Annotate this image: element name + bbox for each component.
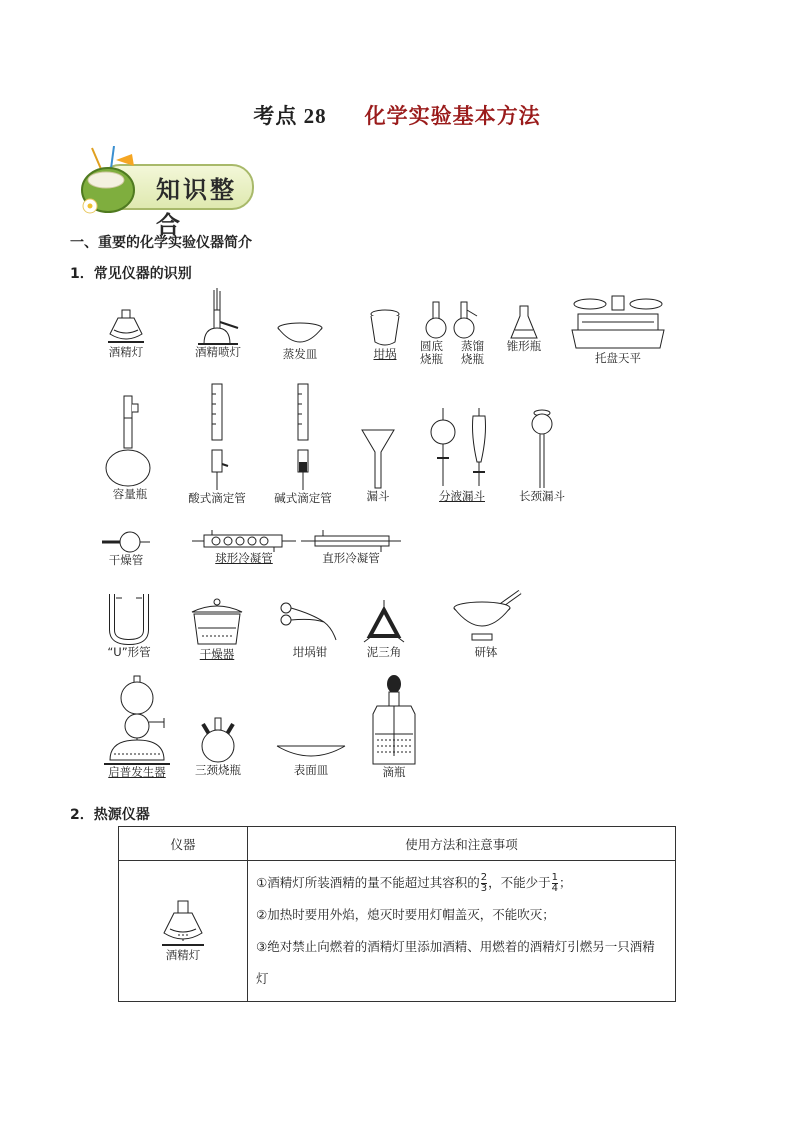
alcohol-lamp-item [98,306,154,359]
mortar-icon [448,588,524,646]
evaporating-dish-icon [274,318,326,348]
long-funnel-label: 长颈漏斗 [519,489,565,503]
drying-tube-item [100,530,152,567]
evaporating-dish-item [270,318,330,361]
header-apparatus: 仪器 [119,827,248,861]
separatory-funnel-icon [427,406,497,490]
watch-glass-icon [275,742,347,764]
three-neck-flask-icon [193,716,243,764]
badge-text: 知识整合 [156,176,237,239]
erlenmeyer-item [500,304,548,353]
watch-glass-label: 表面皿 [293,763,329,777]
frac1-numerator: 2 [480,872,488,883]
bulb-condenser-label: 球形冷凝管 [215,551,273,565]
straight-condenser-icon [299,530,403,552]
desiccator-icon [188,598,246,648]
clay-triangle-item [360,598,408,659]
volumetric-flask-label: 容量瓶 [112,487,148,501]
round-flask-line2: 烧瓶 [420,352,443,366]
coconut-drink-icon [74,146,144,214]
base-burette-item [270,382,336,505]
base-burette-icon [288,382,318,492]
separatory-funnel-item [424,406,500,503]
frac2-numerator: 1 [551,872,558,883]
usage-notes [248,861,676,1002]
note-2: ②加热时要用外焰，熄灭时要用灯帽盖灭，不能吹灭； [256,907,555,922]
volumetric-flask-item [98,394,162,501]
crucible-icon [365,308,405,348]
crucible-tongs-item [276,600,344,659]
header-usage: 使用方法和注意事项 [248,827,676,861]
section-heading-1: 一、重要的化学实验仪器简介 [70,235,252,251]
kipp-item [100,674,174,779]
apparatus-cell [119,861,248,1002]
round-flask-label [420,340,443,366]
table-header-row [119,827,676,861]
u-tube-label: “U”形管 [107,645,151,659]
balance-item [566,292,670,365]
bulb-condenser-icon [190,530,298,552]
clay-triangle-label: 泥三角 [366,645,402,659]
note-1-end: ； [558,875,572,890]
watch-glass-item [274,742,348,777]
funnel-icon [360,426,396,490]
section-heading-1-1: 1．常见仪器的识别 [70,266,192,282]
dropper-bottle-label: 滴瓶 [382,765,406,779]
blowtorch-icon [190,288,246,346]
mortar-item [446,588,526,659]
u-tube-icon [102,590,156,646]
alcohol-lamp-label: 酒精灯 [108,345,144,359]
heat-source-table [118,826,676,1002]
table-apparatus-label: 酒精灯 [165,947,201,962]
kipp-label: 启普发生器 [108,765,166,779]
erlenmeyer-icon [509,304,539,340]
funnel-item [356,426,400,503]
funnel-label: 漏斗 [366,489,390,503]
desiccator-item [186,598,248,661]
acid-burette-item [184,382,250,505]
frac2-denominator: 4 [551,883,558,894]
erlenmeyer-label: 锥形瓶 [506,339,542,353]
separatory-funnel-label: 分液漏斗 [439,489,485,503]
alcohol-lamp-icon [104,306,148,346]
distill-flask-line2: 烧瓶 [461,352,484,366]
acid-burette-label: 酸式滴定管 [188,491,246,505]
crucible-item [360,308,410,361]
round-distill-flask-icon [423,300,481,340]
balance-label: 托盘天平 [595,351,641,365]
mortar-label: 研钵 [474,645,498,659]
note-3: ③绝对禁止向燃着的酒精灯里添加酒精、用燃着的酒精灯引燃另一只酒精灯 [256,939,655,986]
bulb-condenser-item [190,530,298,565]
blowtorch-label: 酒精喷灯 [195,345,241,359]
blowtorch-item [186,288,250,359]
table-row [119,861,676,1002]
page-title [0,100,794,130]
kipp-generator-icon [100,674,174,766]
section-heading-2: 2．热源仪器 [70,807,150,823]
straight-condenser-label: 直形冷凝管 [322,551,380,565]
drying-tube-icon [100,530,152,554]
crucible-label: 坩埚 [373,347,397,361]
round-flask-line1: 圆底 [420,339,443,353]
three-neck-item [190,716,246,777]
crucible-tongs-label: 坩埚钳 [292,645,328,659]
long-funnel-item [512,408,572,503]
three-neck-label: 三颈烧瓶 [195,763,241,777]
alcohol-lamp-icon [158,899,208,949]
fraction-one-quarter [552,873,558,894]
base-burette-label: 碱式滴定管 [274,491,332,505]
distill-flask-line1: 蒸馏 [461,339,484,353]
drying-tube-label: 干燥管 [108,553,144,567]
acid-burette-icon [202,382,232,492]
distill-flask-label [461,340,484,366]
evaporating-dish-label: 蒸发皿 [282,347,318,361]
note-1-mid: ，不能少于 [488,875,551,890]
volumetric-flask-icon [100,394,160,488]
knowledge-badge [74,146,254,239]
topic-number: 考点 28 [253,104,327,128]
u-tube-item [98,590,160,659]
dropper-bottle-item [364,674,424,779]
clay-triangle-icon [362,598,406,646]
note-1 [256,867,667,899]
crucible-tongs-icon [278,600,342,646]
topic-name: 化学实验基本方法 [364,103,541,128]
straight-condenser-item [298,530,404,565]
note-1-text: ①酒精灯所装酒精的量不能超过其容积的 [256,875,480,890]
desiccator-label: 干燥器 [199,647,235,661]
dropper-bottle-icon [369,674,419,766]
long-funnel-icon [527,408,557,490]
frac1-denominator: 3 [480,883,488,894]
fraction-two-thirds [481,873,487,894]
balance-icon [568,292,668,352]
flasks-item [420,300,484,366]
